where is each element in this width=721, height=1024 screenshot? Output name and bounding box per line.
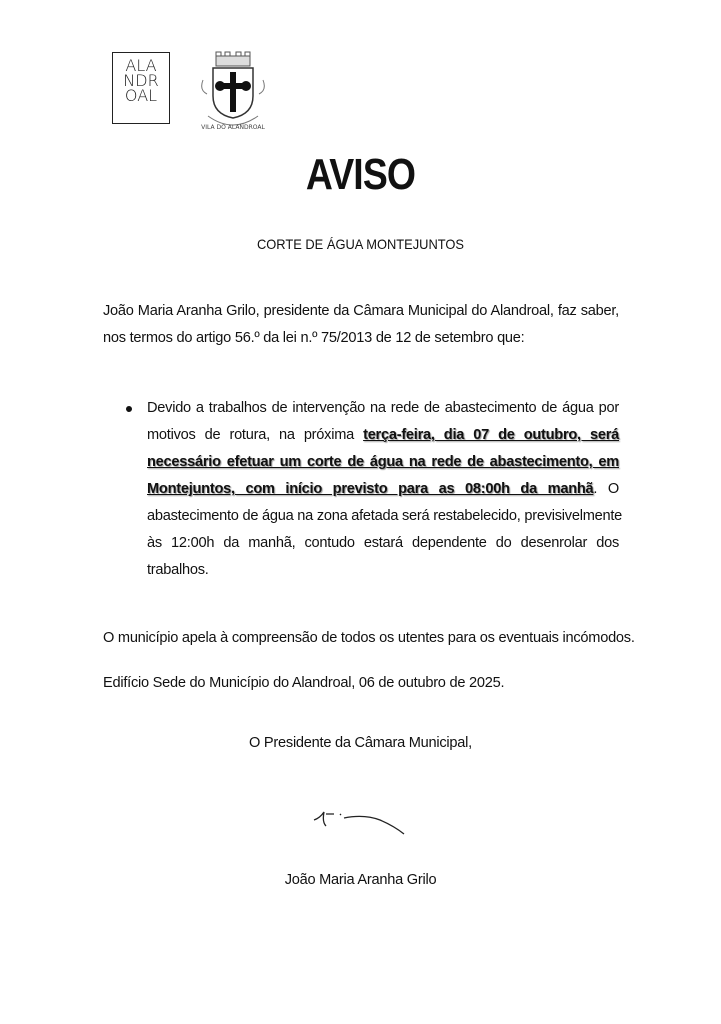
appeal-text: O município apela à compreensão de todos os utentes para os eventuais incómodos. [103, 630, 635, 646]
signature-title: O Presidente da Câmara Municipal, [249, 735, 472, 751]
logo-text: OAL [124, 86, 158, 105]
page-title: AVISO [305, 150, 416, 199]
bullet-icon [126, 406, 132, 412]
bullet-line: trabalhos. [147, 562, 209, 578]
handwritten-signature [310, 800, 410, 845]
crest-text: VILA DO ALANDROAL [201, 124, 265, 131]
intro-line: João Maria Aranha Grilo, presidente da Câmara Municipal do Alandroal, faz saber, [103, 303, 619, 319]
highlighted-text: necessário efetuar um corte de água na rede de abastecimento, em [147, 454, 619, 470]
bullet-line: Devido a trabalhos de intervenção na rede de abastecimento de água por [147, 400, 619, 416]
alandroal-logo [112, 52, 170, 124]
logo-text: NDR [123, 71, 159, 90]
intro-line: nos termos do artigo 56.º da lei n.º 75/2013 de 12 de setembro que: [103, 330, 525, 346]
subtitle: CORTE DE ÁGUA MONTEJUNTOS [256, 236, 465, 252]
municipal-crest-icon [198, 50, 268, 132]
highlighted-text: Montejuntos, com início previsto para as 08:00h da manhã [147, 481, 594, 497]
text: motivos de rotura, na próxima [147, 427, 364, 443]
bullet-line [147, 427, 619, 443]
place-date: Edifício Sede do Município do Alandroal, 06 de outubro de 2025. [103, 675, 505, 691]
bullet-line [147, 481, 619, 497]
signatory-name: João Maria Aranha Grilo [284, 872, 437, 888]
logo-text: ALA [125, 56, 157, 75]
bullet-line: às 12:00h da manhã, contudo estará dependente do desenrolar dos [147, 535, 619, 551]
highlighted-text: terça-feira, dia 07 de outubro, será [363, 427, 619, 443]
text: . O [593, 481, 619, 497]
bullet-line: abastecimento de água na zona afetada será restabelecido, previsivelmente [147, 508, 623, 524]
